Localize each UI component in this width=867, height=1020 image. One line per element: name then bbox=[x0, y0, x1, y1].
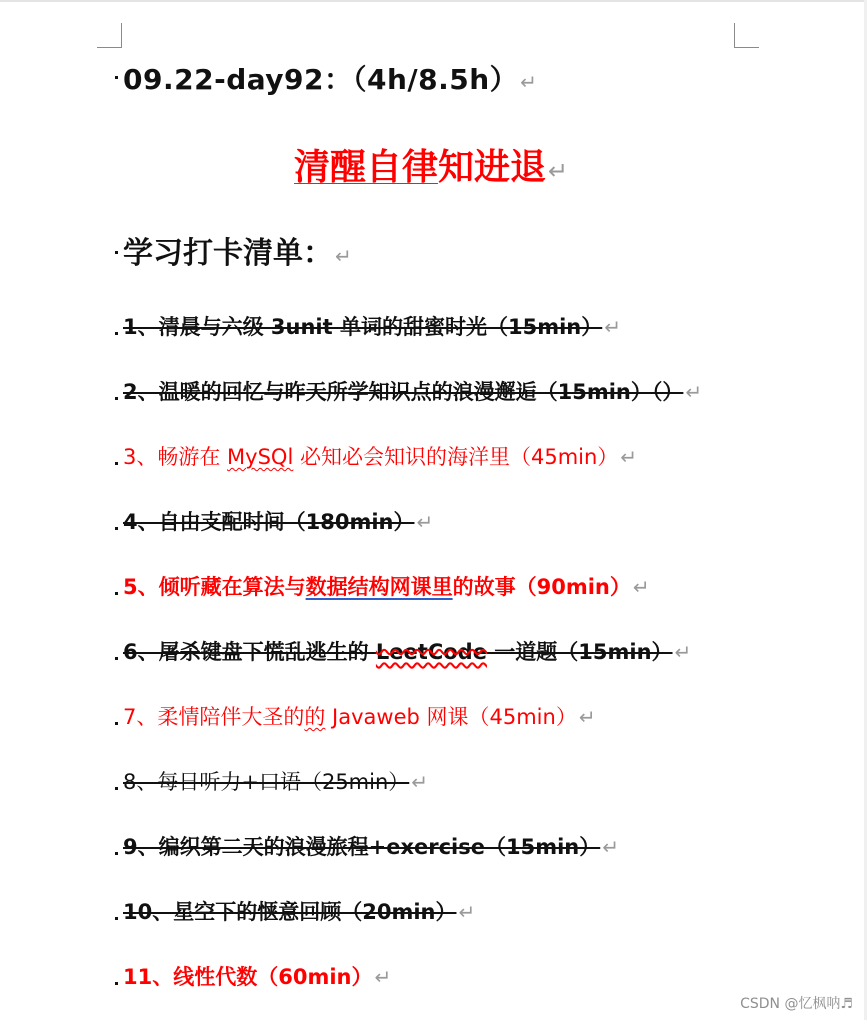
date-heading-text: 09.22-day92：（4h/8.5h） bbox=[123, 63, 519, 96]
paragraph-mark: ↵ bbox=[604, 315, 622, 339]
checklist-heading-text: 学习打卡清单： bbox=[123, 236, 333, 271]
paragraph-mark: ↵ bbox=[374, 965, 392, 989]
paragraph-mark: ↵ bbox=[458, 900, 476, 924]
item-text-post: 一道题（15min） bbox=[486, 640, 673, 664]
window-top-border bbox=[0, 0, 867, 2]
checklist-item-10[interactable] bbox=[123, 896, 475, 926]
item-text: 4、自由支配时间（180min） bbox=[123, 510, 415, 534]
item-text-post: 的故事（90min） bbox=[452, 575, 631, 599]
bullet-dot bbox=[115, 787, 118, 790]
item-text-pre: 3、畅游在 bbox=[123, 445, 228, 469]
checklist-item-9[interactable] bbox=[123, 831, 619, 861]
paragraph-mark: ↵ bbox=[674, 640, 692, 664]
paragraph-mark: ↵ bbox=[685, 380, 703, 404]
bullet-dot bbox=[115, 397, 118, 400]
checklist-item-1[interactable] bbox=[123, 311, 621, 341]
title-part2: 自律 bbox=[366, 147, 439, 188]
bullet-dot bbox=[115, 852, 118, 855]
spellcheck-word: 的 bbox=[304, 705, 326, 729]
bullet-dot bbox=[115, 251, 118, 254]
paragraph-mark: ↵ bbox=[416, 510, 434, 534]
paragraph-mark: ↵ bbox=[620, 445, 638, 469]
bullet-dot bbox=[115, 462, 118, 465]
checklist-heading[interactable] bbox=[123, 228, 352, 272]
bullet-dot bbox=[115, 657, 118, 660]
grammar-marked-text: 数据结构网课里 bbox=[305, 575, 453, 599]
checklist-item-7[interactable] bbox=[123, 701, 596, 731]
paragraph-mark: ↵ bbox=[520, 70, 538, 94]
item-text-pre: 7、柔情陪伴大圣的 bbox=[123, 705, 305, 729]
item-text: 1、清晨与六级 3unit 单词的甜蜜时光（15min） bbox=[123, 315, 603, 339]
checklist-item-3[interactable] bbox=[123, 441, 637, 471]
item-text-post: Javaweb 网课（45min） bbox=[325, 705, 577, 729]
bullet-dot bbox=[115, 76, 118, 79]
title-part3: 知进退 bbox=[438, 147, 547, 188]
bullet-dot bbox=[115, 982, 118, 985]
page-title[interactable] bbox=[294, 139, 568, 190]
spellcheck-word: MySQl bbox=[227, 445, 294, 469]
checklist-item-6[interactable] bbox=[123, 636, 691, 666]
item-text: 11、线性代数（60min） bbox=[123, 965, 373, 989]
bullet-dot bbox=[115, 332, 118, 335]
item-text: 2、温暖的回忆与昨天所学知识点的浪漫邂逅（15min）（） bbox=[123, 380, 684, 404]
item-text-pre: 5、倾听藏在算法与 bbox=[123, 575, 306, 599]
bullet-dot bbox=[115, 722, 118, 725]
checklist-item-11[interactable] bbox=[123, 961, 391, 991]
item-text: 9、编织第二天的浪漫旅程+exercise（15min） bbox=[123, 835, 601, 859]
paragraph-mark: ↵ bbox=[548, 157, 569, 185]
item-text: 10、星空下的惬意回顾（20min） bbox=[123, 900, 457, 924]
paragraph-mark: ↵ bbox=[602, 835, 620, 859]
item-text-post: 必知必会知识的海洋里（45min） bbox=[293, 445, 619, 469]
page-corner-mark-left bbox=[97, 23, 122, 48]
paragraph-mark: ↵ bbox=[411, 770, 429, 794]
paragraph-mark: ↵ bbox=[632, 575, 650, 599]
date-heading[interactable] bbox=[123, 58, 537, 98]
item-text-pre: 6、屠杀键盘下慌乱逃生的 bbox=[123, 640, 376, 664]
csdn-watermark: CSDN @忆枫呐♬ bbox=[740, 996, 853, 1012]
checklist-item-2[interactable] bbox=[123, 376, 702, 406]
bullet-dot bbox=[115, 917, 118, 920]
paragraph-mark: ↵ bbox=[335, 244, 352, 268]
checklist-item-4[interactable] bbox=[123, 506, 433, 536]
title-part1: 清醒 bbox=[294, 147, 367, 188]
page-corner-mark-right bbox=[734, 23, 759, 48]
checklist-item-5[interactable] bbox=[123, 571, 650, 601]
item-text: 8、每日听力+口语（25min） bbox=[123, 770, 410, 794]
paragraph-mark: ↵ bbox=[578, 705, 596, 729]
spellcheck-word: LeetCode bbox=[375, 640, 487, 664]
checklist-item-8[interactable] bbox=[123, 766, 428, 796]
bullet-dot bbox=[115, 592, 118, 595]
bullet-dot bbox=[115, 527, 118, 530]
